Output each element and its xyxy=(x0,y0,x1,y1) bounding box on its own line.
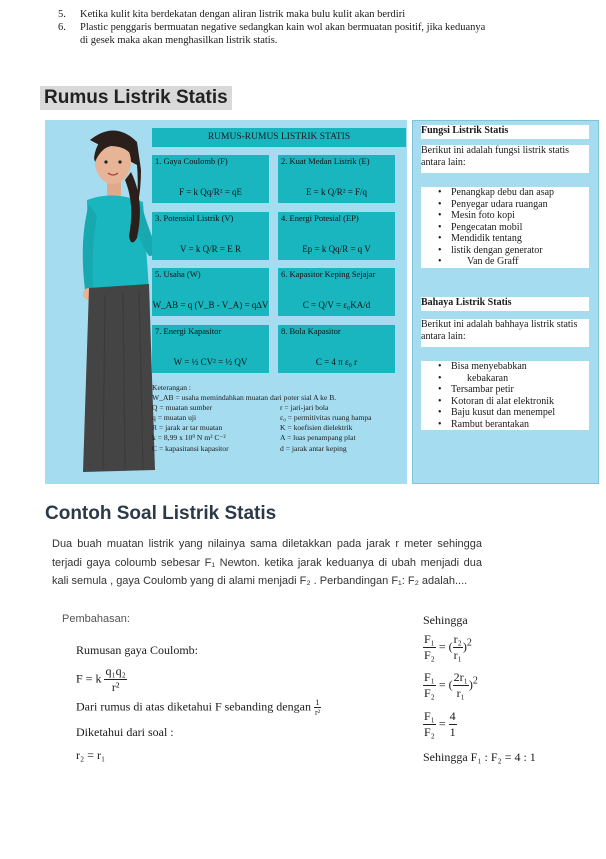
bahaya-list xyxy=(421,361,589,430)
final-answer: Sehingga F₁ : F₂ = 4 : 1 xyxy=(423,750,536,764)
sebanding-text: Dari rumus di atas diketahui F sebanding dengan $\frac{1}{\text{r²}}$ xyxy=(76,698,321,717)
teacher-illustration xyxy=(45,120,155,484)
keterangan-row: C = kapasitansi kapasitor d = jarak antar keping xyxy=(152,443,347,453)
ratio-step-2: $\frac{\text{F₁}}{\text{F₂}}$ = ( $\frac{\text{2r₁}}{\text{r₁}}$ )$^2$ xyxy=(424,670,478,700)
fungsi-list xyxy=(421,187,589,268)
keterangan-row: Q = muatan sumber r = jari-jari bola xyxy=(152,403,329,413)
formula-box-kapasitor-keping: 6. Kapasitor Keping Sejajar C = Q/V = ε₀KA/d xyxy=(278,268,395,316)
list-item: • Tersambar petir xyxy=(421,384,589,396)
bahaya-title: Bahaya Listrik Statis xyxy=(421,297,589,311)
formula-box-energi-kapasitor: 7. Energi Kapasitor W = ½ CV² = ½ QV xyxy=(152,325,269,373)
list-item-text: di gesek maka akan menghasilkan listrik statis. xyxy=(80,35,278,46)
section-heading-rumus: Rumus Listrik Statis xyxy=(40,86,232,110)
formula-box-coulomb: 1. Gaya Coulomb (F) F = k Qq/R² = qE xyxy=(152,155,269,203)
list-item-continued: • kebakaran xyxy=(421,373,589,385)
list-item: 6. Plastic penggaris bermuatan negative sedangkan kain wol akan bermuatan positif, jika keduanya xyxy=(58,22,486,33)
list-item: • Mesin foto kopi xyxy=(421,210,589,222)
keterangan-row: k = 8,99 x 10⁹ N m² C⁻² A = luas penampang plat xyxy=(152,433,356,443)
keterangan-row: R = jarak ar tar muatan K = koefisien dielektrik xyxy=(152,423,353,433)
formula-box-usaha: 5. Usaha (W) W_AB = q (V_B - V_A) = q∆V xyxy=(152,268,269,316)
ratio-step-3: $\frac{\text{F₁}}{\text{F₂}}$ = $\frac{4}{1}$ xyxy=(424,709,456,739)
list-item-continued: • Van de Graff xyxy=(421,256,589,268)
numbered-list xyxy=(58,8,578,47)
formula-box-energi-potensial: 4. Energi Potesial (EP) Ep = k Qq/R = q V xyxy=(278,212,395,260)
r-relation: r₂ = r₁ xyxy=(76,748,106,762)
list-item: 5. Ketika kulit kita berdekatan dengan aliran listrik maka bulu kulit akan berdiri xyxy=(58,9,406,20)
list-item xyxy=(58,34,578,47)
list-item: • Penyegar udara ruangan xyxy=(421,199,589,211)
list-item: • Baju kusut dan menempel xyxy=(421,407,589,419)
sehingga-label: Sehingga xyxy=(423,613,468,627)
formula-box-kuat-medan: 2. Kuat Medan Listrik (E) E = k Q/R² = F/q xyxy=(278,155,395,203)
question-paragraph: Dua buah muatan listrik yang nilainya sama diletakkan pada jarak r meter sehingga terjadi gaya coloumb sebesar F₁ Newton. ketika jarak keduanya di ubah menjadi dua kali semula , gaya Coulomb yang di alami menjadi F₂ . Perbandingan F₁: F₂ adalah.... xyxy=(52,538,482,587)
ratio-step-1: $\frac{\text{F₁}}{\text{F₂}}$ = ( $\frac{\text{r₂}}{\text{r₁}}$ )$^2$ xyxy=(424,632,472,662)
list-item: • Penangkap debu dan asap xyxy=(421,187,589,199)
keterangan-title: Keterangan : xyxy=(152,383,192,392)
coulomb-formula: F = k $\frac{\text{q₁q₂}}{\text{r²}}$ xyxy=(76,664,126,694)
formula-box-bola-kapasitor: 8. Bola Kapasitor C = 4 π ε₀ r xyxy=(278,325,395,373)
infographic-title: RUMUS-RUMUS LISTRIK STATIS xyxy=(152,128,406,147)
formula-box-potensial: 3. Potensial Listrik (V) V = k Q/R = E R xyxy=(152,212,269,260)
keterangan-row: q = muatan uji ε₀ = permitivitas ruang hampa xyxy=(152,413,372,423)
bahaya-intro: Berikut ini adalah bahhaya listrik statis antara lain: xyxy=(421,319,589,347)
pembahasan-label: Pembahasan: xyxy=(62,613,130,625)
list-item: • listik dengan generator xyxy=(421,245,589,257)
list-item-text: Plastic penggaris bermuatan negative sedangkan kain wol akan bermuatan positif, jika keduanya xyxy=(80,22,486,33)
fungsi-title: Fungsi Listrik Statis xyxy=(421,125,589,139)
fungsi-intro: Berikut ini adalah fungsi listrik statis antara lain: xyxy=(421,145,589,173)
section-heading-contoh: Contoh Soal Listrik Statis xyxy=(45,503,277,524)
keterangan-legend xyxy=(152,383,402,454)
info-sidebar xyxy=(412,120,599,484)
list-item: • Kotoran di alat elektronik xyxy=(421,396,589,408)
keterangan-line: W_AB = usaha memindahkan muatan dari poter sial A ke B. xyxy=(152,393,337,403)
list-item: • Bisa menyebabkan xyxy=(421,361,589,373)
diketahui-text: Diketahui dari soal : xyxy=(76,725,174,739)
list-item: • Mendidik tentang xyxy=(421,233,589,245)
list-item: • Rambut berantakan xyxy=(421,419,589,431)
list-item-text: Ketika kulit kita berdekatan dengan aliran listrik maka bulu kulit akan berdiri xyxy=(80,9,406,20)
rumusan-text: Rumusan gaya Coulomb: xyxy=(76,643,198,657)
list-item: • Pengecatan mobil xyxy=(421,222,589,234)
